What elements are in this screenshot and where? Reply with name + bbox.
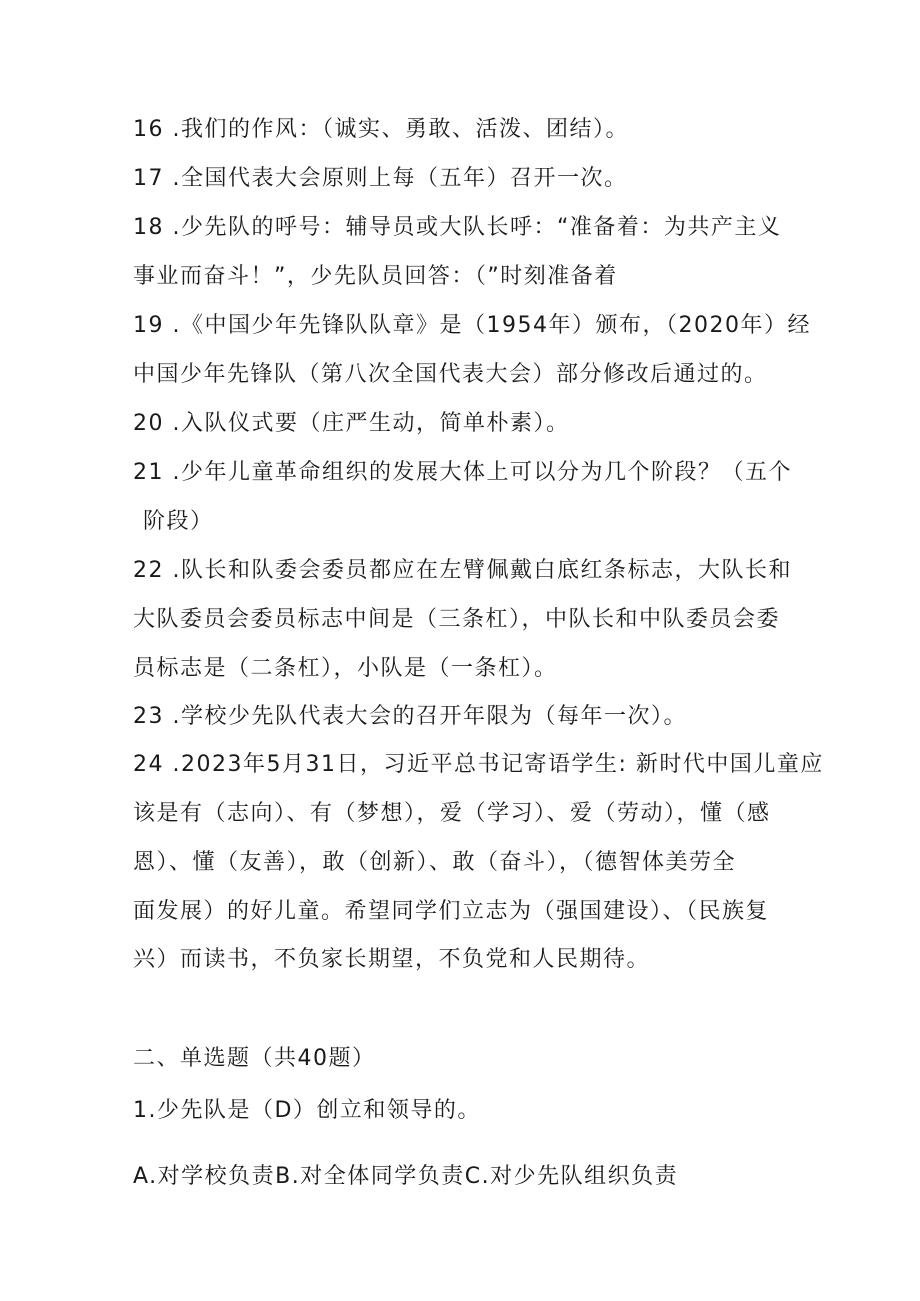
item-20: 20 .入队仪式要（庄严生动，简单朴素）。 xyxy=(133,411,570,436)
question-1: 1.少先队是（D）创立和领导的。 xyxy=(133,1098,481,1123)
item-18-line-2: 事业而奋斗！”，少先队员回答：（”时刻准备着 xyxy=(133,264,618,289)
item-19-line-2: 中国少年先锋队（第八次全国代表大会）部分修改后通过的。 xyxy=(133,362,768,387)
item-16: 16 .我们的作风：（诚实、勇敢、活泼、团结）。 xyxy=(133,117,629,142)
item-22-line-3: 员标志是（二条杠），小队是（一条杠）。 xyxy=(133,656,558,681)
question-1-options: A.对学校负责B.对全体同学负责C.对少先队组织负责 xyxy=(133,1164,679,1189)
item-24-line-3: 恩）、懂（友善），敢（创新）、敢（奋斗），（德智体美劳全 xyxy=(133,850,737,875)
item-19-line-1: 19 .《中国少年先锋队队章》是（1954年）颁布，（2020年）经 xyxy=(133,313,811,338)
item-21-line-1: 21 .少年儿童革命组织的发展大体上可以分为几个阶段？（五个 xyxy=(133,460,792,485)
item-22-line-1: 22 .队长和队委会委员都应在左臂佩戴白底红条标志，大队长和 xyxy=(133,558,792,583)
item-24-line-2: 该是有（志向）、有（梦想），爱（学习）、爱（劳动），懂（感 xyxy=(133,801,771,826)
item-22-line-2: 大队委员会委员标志中间是（三条杠），中队长和中队委员会委 xyxy=(133,607,781,632)
item-24-line-1: 24 .2023年5月31日，习近平总书记寄语学生: 新时代中国儿童应 xyxy=(133,752,824,777)
section-heading: 二、单选题（共40题） xyxy=(133,1046,376,1071)
item-21-line-2: 阶段） xyxy=(143,509,214,534)
item-17: 17 .全国代表大会原则上每（五年）召开一次。 xyxy=(133,166,628,191)
item-23: 23 .学校少先队代表大会的召开年限为（每年一次）。 xyxy=(133,704,687,729)
item-18-line-1: 18 .少先队的呼号：辅导员或大队长呼：“准备着：为共产主义 xyxy=(133,215,782,240)
item-24-line-4: 面发展）的好儿童。希望同学们立志为（强国建设）、（民族复 xyxy=(133,899,770,924)
item-24-line-5: 兴）而读书，不负家长期望，不负党和人民期待。 xyxy=(133,947,651,972)
